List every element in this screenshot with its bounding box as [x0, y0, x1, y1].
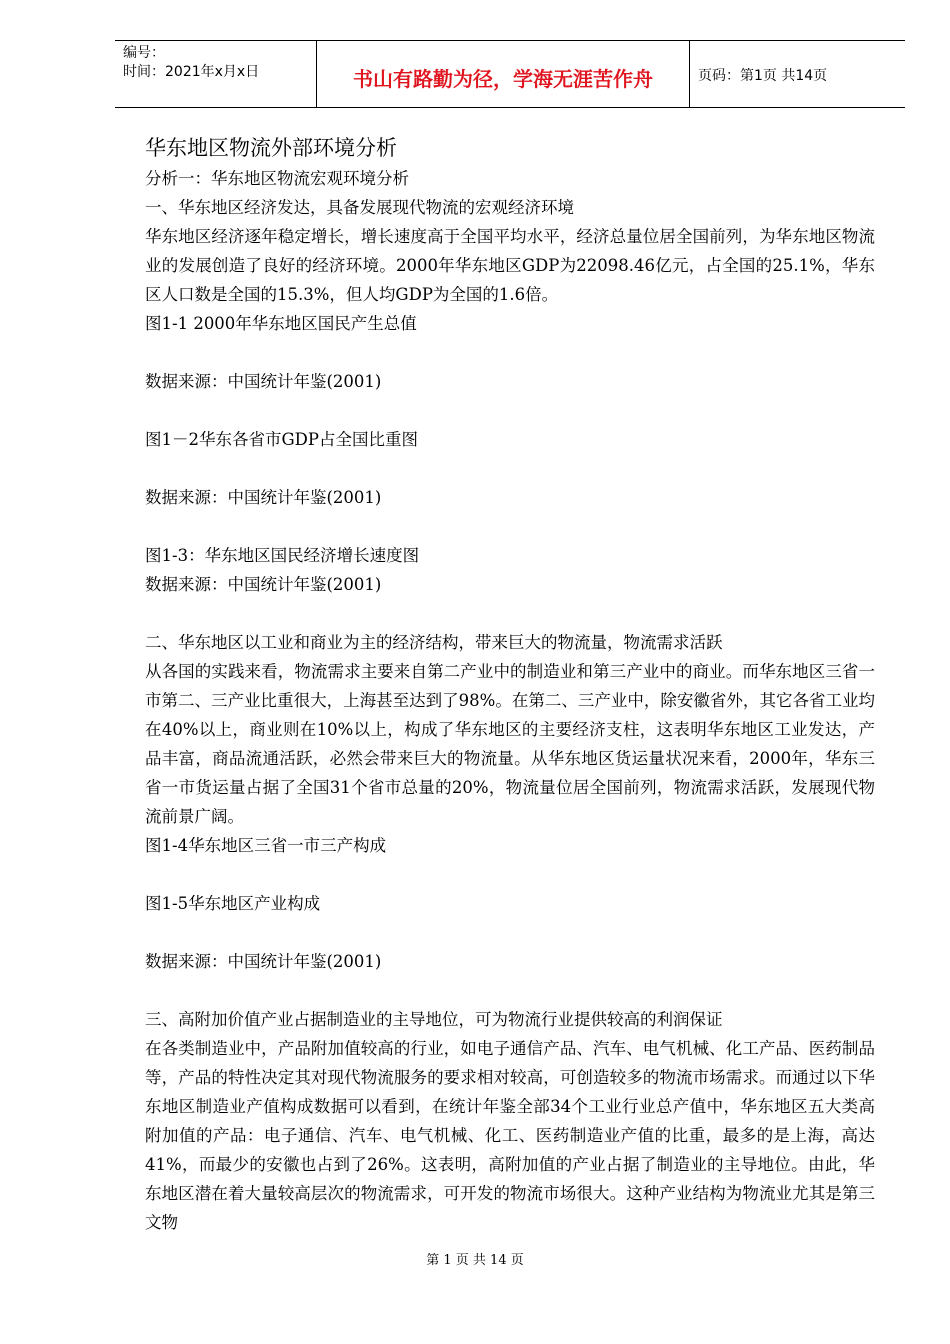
paragraph: 华东地区经济逐年稳定增长，增长速度高于全国平均水平，经济总量位居全国前列，为华东地区物流业的发展创造了良好的经济环境。2000年华东地区GDP为22098.46亿元，占全国的25.1%，华东区人口数是全国的15.3%，但人均GDP为全国的1.6倍。: [145, 227, 875, 304]
data-source: 数据来源：中国统计年鉴(2001): [145, 575, 382, 594]
header-motto: 书山有路勤为径，学海无涯苦作舟: [353, 67, 653, 91]
page-footer: 第 1 页 共 14 页: [426, 1253, 524, 1268]
document-number-label: 编号：: [123, 45, 165, 61]
document-time-label: 时间：2021年x月x日: [123, 64, 260, 80]
document-body: [145, 132, 875, 1237]
item-heading: 三、高附加价值产业占据制造业的主导地位，可为物流行业提供较高的利润保证: [145, 1010, 723, 1029]
document-title: 华东地区物流外部环境分析: [145, 136, 397, 160]
figure-caption: 图1-4华东地区三省一市三产构成: [145, 836, 387, 855]
data-source: 数据来源：中国统计年鉴(2001): [145, 488, 382, 507]
header-meta: [123, 44, 259, 82]
figure-caption: 图1-3：华东地区国民经济增长速度图: [145, 546, 420, 565]
header-page-info: 页码：第1页 共14页: [698, 68, 828, 84]
data-source: 数据来源：中国统计年鉴(2001): [145, 372, 382, 391]
figure-caption: 图1-1 2000年华东地区国民产生总值: [145, 314, 417, 333]
figure-caption: 图1－2华东各省市GDP占全国比重图: [145, 430, 419, 449]
section-heading: 分析一：华东地区物流宏观环境分析: [145, 169, 409, 188]
figure-caption: 图1-5华东地区产业构成: [145, 894, 321, 913]
paragraph: 在各类制造业中，产品附加值较高的行业，如电子通信产品、汽车、电气机械、化工产品、医药制品等，产品的特性决定其对现代物流服务的要求相对较高，可创造较多的物流市场需求。而通过以下华东地区制造业产值构成数据可以看到，在统计年鉴全部34个工业行业总产值中，华东地区五大类高附加值的产品：电子通信、汽车、电气机械、化工、医药制造业产值的比重，最多的是上海，高达41%，而最少的安徽也占到了26%。这表明，高附加值的产业占据了制造业的主导地位。由此，华东地区潜在着大量较高层次的物流需求，可开发的物流市场很大。这种产业结构为物流业尤其是第三文物: [145, 1039, 875, 1232]
document-header: [115, 40, 905, 108]
header-divider: [689, 41, 690, 108]
data-source: 数据来源：中国统计年鉴(2001): [145, 952, 382, 971]
item-heading: 一、华东地区经济发达，具备发展现代物流的宏观经济环境: [145, 198, 574, 217]
paragraph: 从各国的实践来看，物流需求主要来自第二产业中的制造业和第三产业中的商业。而华东地区三省一市第二、三产业比重很大，上海甚至达到了98%。在第二、三产业中，除安徽省外，其它各省工业均在40%以上，商业则在10%以上，构成了华东地区的主要经济支柱，这表明华东地区工业发达，产品丰富，商品流通活跃，必然会带来巨大的物流量。从华东地区货运量状况来看，2000年，华东三省一市货运量占据了全国31个省市总量的20%，物流量位居全国前列，物流需求活跃，发展现代物流前景广阔。: [145, 662, 875, 826]
item-heading: 二、华东地区以工业和商业为主的经济结构，带来巨大的物流量，物流需求活跃: [145, 633, 723, 652]
